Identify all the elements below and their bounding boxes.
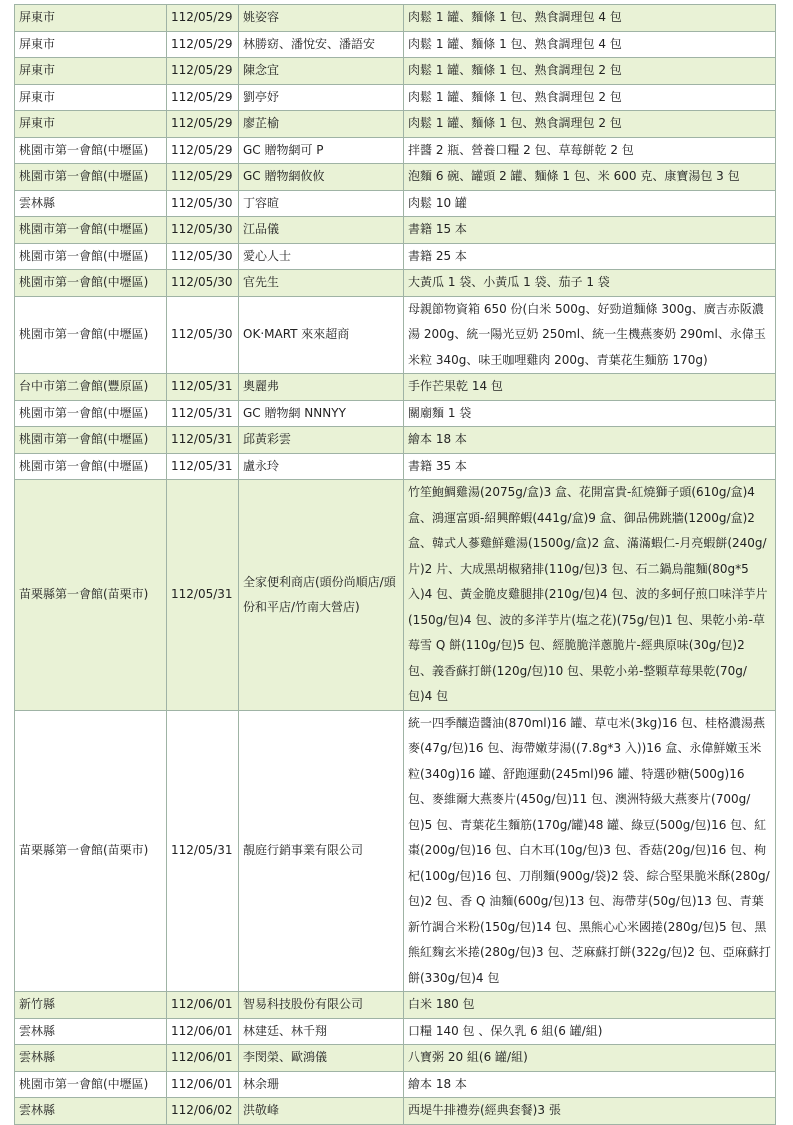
donation-region-cell: 桃園市第一會館(中壢區)	[15, 217, 167, 244]
donation-region-cell: 雲林縣	[15, 1098, 167, 1125]
donor-name-cell: 全家便利商店(頭份尚順店/頭份和平店/竹南大營店)	[239, 480, 404, 711]
donation-date-cell: 112/05/31	[167, 427, 239, 454]
table-row	[15, 453, 776, 480]
donated-items-cell: 手作芒果乾 14 包	[404, 374, 776, 401]
donation-region-cell: 台中市第二會館(豐原區)	[15, 374, 167, 401]
table-row	[15, 31, 776, 58]
donation-region-cell: 桃園市第一會館(中壢區)	[15, 270, 167, 297]
donation-region-cell: 桃園市第一會館(中壢區)	[15, 137, 167, 164]
donation-date-cell: 112/05/30	[167, 217, 239, 244]
table-row	[15, 270, 776, 297]
donation-date-cell: 112/06/02	[167, 1098, 239, 1125]
table-row	[15, 58, 776, 85]
table-row	[15, 400, 776, 427]
donated-items-cell: 口糧 140 包 、保久乳 6 組(6 罐/組)	[404, 1018, 776, 1045]
donation-region-cell: 桃園市第一會館(中壢區)	[15, 427, 167, 454]
donated-items-cell: 肉鬆 1 罐、麵條 1 包、熟食調理包 2 包	[404, 84, 776, 111]
donated-items-cell: 書籍 15 本	[404, 217, 776, 244]
donated-items-cell: 八寶粥 20 組(6 罐/組)	[404, 1045, 776, 1072]
donor-name-cell: GC 贈物網可 P	[239, 137, 404, 164]
donor-name-cell: 邱黃彩雲	[239, 427, 404, 454]
donor-name-cell: 林建廷、林千翔	[239, 1018, 404, 1045]
table-row	[15, 84, 776, 111]
donor-name-cell: 丁容暄	[239, 190, 404, 217]
donation-date-cell: 112/05/30	[167, 296, 239, 374]
donation-region-cell: 桃園市第一會館(中壢區)	[15, 243, 167, 270]
donation-region-cell: 雲林縣	[15, 190, 167, 217]
donated-items-cell: 繪本 18 本	[404, 427, 776, 454]
table-row	[15, 190, 776, 217]
donation-date-cell: 112/05/31	[167, 400, 239, 427]
donor-name-cell: 洪敬峰	[239, 1098, 404, 1125]
donor-name-cell: 姚姿容	[239, 5, 404, 32]
donated-items-cell: 肉鬆 1 罐、麵條 1 包、熟食調理包 2 包	[404, 58, 776, 85]
donor-name-cell: 官先生	[239, 270, 404, 297]
donated-items-cell: 大黃瓜 1 袋、小黃瓜 1 袋、茄子 1 袋	[404, 270, 776, 297]
donated-items-cell: 竹笙鮑鯛雞湯(2075g/盒)3 盒、花開富貴-紅燒獅子頭(610g/盒)4 盒、鴻運富頭-紹興醉蝦(441g/盒)9 盒、御品佛跳牆(1200g/盒)2 盒、韓式人蔘雞鮮雞湯(1500g/盒)2 盒、滿滿蝦仁-月亮蝦餅(240g/片)2 片、大成黑胡椒豬排(110g/包)3 包、石二鍋烏龍麵(80g*5 入)4 包、黃金脆皮雞腿排(210g/包)4 包、波的多蚵仔煎口味洋芋片(150g/包)4 包、波的多洋芋片(塩之花)(75g/包)1 包、果乾小弟-草莓雪 Q 餅(110g/包)5 包、經脆脆洋蔥脆片-經典原味(30g/包)2 包、義香蘇打餅(120g/包)10 包、果乾小弟-整顆草莓果乾(70g/包)4 包	[404, 480, 776, 711]
donation-date-cell: 112/05/30	[167, 243, 239, 270]
donor-name-cell: 林余珊	[239, 1071, 404, 1098]
donation-date-cell: 112/05/31	[167, 480, 239, 711]
donation-date-cell: 112/05/29	[167, 137, 239, 164]
donation-date-cell: 112/05/29	[167, 164, 239, 191]
donated-items-cell: 肉鬆 1 罐、麵條 1 包、熟食調理包 4 包	[404, 5, 776, 32]
donor-name-cell: 李閔榮、歐鴻儀	[239, 1045, 404, 1072]
donation-date-cell: 112/05/29	[167, 5, 239, 32]
table-row	[15, 374, 776, 401]
donated-items-cell: 統一四季釀造醬油(870ml)16 罐、草屯米(3kg)16 包、桂格濃湯燕麥(47g/包)16 包、海帶嫩芽湯((7.8g*3 入))16 盒、永偉鮮嫩玉米粒(340g)16 罐、舒跑運動(245ml)96 罐、特選砂糖(500g)16 包、麥維爾大燕麥片(450g/包)11 包、澳洲特級大燕麥片(700g/包)5 包、青葉花生麵筋(170g/罐)48 罐、綠豆(500g/包)16 包、紅棗(200g/包)16 包、白木耳(10g/包)3 包、香菇(20g/包)16 包、枸杞(100g/包)16 包、刀削麵(900g/袋)2 袋、綜合堅果脆米酥(280g/包)2 包、香 Q 油麵(600g/包)13 包、海帶芽(50g/包)13 包、青葉新竹調合米粉(150g/包)14 包、黑熊心心米國捲(280g/包)5 包、黑熊紅麴玄米捲(280g/包)3 包、芝麻蘇打餅(322g/包)2 包、亞麻蘇打餅(330g/包)4 包	[404, 710, 776, 992]
donation-region-cell: 雲林縣	[15, 1045, 167, 1072]
donation-table	[14, 4, 776, 1125]
donated-items-cell: 肉鬆 1 罐、麵條 1 包、熟食調理包 2 包	[404, 111, 776, 138]
donation-region-cell: 屏東市	[15, 31, 167, 58]
donation-region-cell: 屏東市	[15, 5, 167, 32]
donation-region-cell: 桃園市第一會館(中壢區)	[15, 453, 167, 480]
donation-date-cell: 112/06/01	[167, 1071, 239, 1098]
donated-items-cell: 書籍 25 本	[404, 243, 776, 270]
donation-region-cell: 桃園市第一會館(中壢區)	[15, 164, 167, 191]
donation-date-cell: 112/06/01	[167, 1018, 239, 1045]
donation-region-cell: 桃園市第一會館(中壢區)	[15, 1071, 167, 1098]
table-row	[15, 111, 776, 138]
donation-date-cell: 112/05/29	[167, 84, 239, 111]
donation-date-cell: 112/05/31	[167, 710, 239, 992]
table-row	[15, 243, 776, 270]
donation-region-cell: 屏東市	[15, 111, 167, 138]
donor-name-cell: 廖芷榆	[239, 111, 404, 138]
donation-region-cell: 苗栗縣第一會館(苗栗市)	[15, 710, 167, 992]
table-row	[15, 1045, 776, 1072]
table-row	[15, 480, 776, 711]
donor-name-cell: 陳念宜	[239, 58, 404, 85]
donated-items-cell: 肉鬆 1 罐、麵條 1 包、熟食調理包 4 包	[404, 31, 776, 58]
table-row	[15, 164, 776, 191]
table-row	[15, 427, 776, 454]
donation-date-cell: 112/05/29	[167, 111, 239, 138]
table-row	[15, 1018, 776, 1045]
donation-region-cell: 屏東市	[15, 84, 167, 111]
donated-items-cell: 西堤牛排禮券(經典套餐)3 張	[404, 1098, 776, 1125]
donation-date-cell: 112/06/01	[167, 1045, 239, 1072]
donation-date-cell: 112/06/01	[167, 992, 239, 1019]
table-row	[15, 992, 776, 1019]
donor-name-cell: 江品儀	[239, 217, 404, 244]
donation-date-cell: 112/05/31	[167, 453, 239, 480]
donor-name-cell: 奧麗弗	[239, 374, 404, 401]
donation-region-cell: 雲林縣	[15, 1018, 167, 1045]
donor-name-cell: OK‧MART 來來超商	[239, 296, 404, 374]
donated-items-cell: 書籍 35 本	[404, 453, 776, 480]
donation-date-cell: 112/05/30	[167, 270, 239, 297]
donor-name-cell: 盧永玲	[239, 453, 404, 480]
table-row	[15, 137, 776, 164]
donor-name-cell: 智易科技股份有限公司	[239, 992, 404, 1019]
donation-region-cell: 桃園市第一會館(中壢區)	[15, 296, 167, 374]
donation-date-cell: 112/05/31	[167, 374, 239, 401]
donor-name-cell: GC 贈物網 NNNYY	[239, 400, 404, 427]
donation-date-cell: 112/05/30	[167, 190, 239, 217]
donated-items-cell: 母親節物資箱 650 份(白米 500g、好勁道麵條 300g、廣吉赤阪濃湯 200g、統一陽光豆奶 250ml、統一生機燕麥奶 290ml、永偉玉米粒 340g、味王咖哩雞肉 200g、青葉花生麵筋 170g)	[404, 296, 776, 374]
donor-name-cell: 愛心人士	[239, 243, 404, 270]
donated-items-cell: 拌醬 2 瓶、營養口糧 2 包、草莓餅乾 2 包	[404, 137, 776, 164]
donated-items-cell: 泡麵 6 碗、罐頭 2 罐、麵條 1 包、米 600 克、康寶湯包 3 包	[404, 164, 776, 191]
donation-region-cell: 新竹縣	[15, 992, 167, 1019]
table-row	[15, 217, 776, 244]
donor-name-cell: 靚庭行銷事業有限公司	[239, 710, 404, 992]
table-row	[15, 296, 776, 374]
donated-items-cell: 白米 180 包	[404, 992, 776, 1019]
donor-name-cell: 林勝窈、潘悅安、潘語安	[239, 31, 404, 58]
donation-region-cell: 苗栗縣第一會館(苗栗市)	[15, 480, 167, 711]
donor-name-cell: 劉亭妤	[239, 84, 404, 111]
donation-date-cell: 112/05/29	[167, 58, 239, 85]
table-row	[15, 710, 776, 992]
donated-items-cell: 關廟麵 1 袋	[404, 400, 776, 427]
donation-region-cell: 桃園市第一會館(中壢區)	[15, 400, 167, 427]
table-row	[15, 1071, 776, 1098]
donor-name-cell: GC 贈物網攸攸	[239, 164, 404, 191]
table-row	[15, 1098, 776, 1125]
donated-items-cell: 繪本 18 本	[404, 1071, 776, 1098]
donation-region-cell: 屏東市	[15, 58, 167, 85]
table-row	[15, 5, 776, 32]
donation-date-cell: 112/05/29	[167, 31, 239, 58]
donation-table-body	[15, 5, 776, 1125]
donated-items-cell: 肉鬆 10 罐	[404, 190, 776, 217]
